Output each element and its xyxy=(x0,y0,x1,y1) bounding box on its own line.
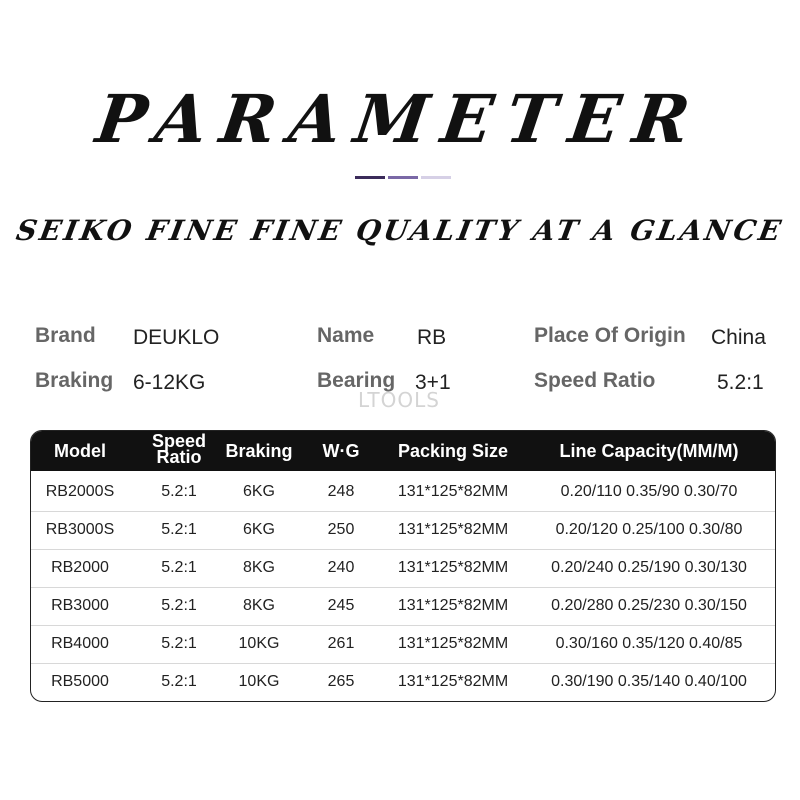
cell-braking: 10KG xyxy=(238,635,280,652)
cell-packing-size: 131*125*82MM xyxy=(397,559,509,576)
cell-braking: 8KG xyxy=(242,559,275,576)
spec-label: Speed Ratio xyxy=(534,369,656,392)
cell-weight: 261 xyxy=(327,635,355,652)
cell-speed-ratio: 5.2:1 xyxy=(161,521,197,538)
spec-value: DEUKLO xyxy=(133,326,220,349)
table-row xyxy=(31,663,775,701)
spec-label: Name xyxy=(317,324,375,347)
spec-table xyxy=(30,430,776,702)
cell-braking: 6KG xyxy=(242,483,275,500)
spec-value: China xyxy=(711,326,766,349)
page-title: PARAMETER xyxy=(91,80,709,158)
table-row xyxy=(31,549,775,588)
cell-line-capacity: 0.20/280 0.25/230 0.30/150 xyxy=(551,597,747,614)
cell-model: RB3000S xyxy=(45,521,115,538)
cell-weight: 245 xyxy=(327,597,355,614)
cell-line-capacity: 0.30/160 0.35/120 0.40/85 xyxy=(555,635,743,652)
cell-speed-ratio: 5.2:1 xyxy=(161,483,197,500)
watermark: LTOOLS xyxy=(358,388,440,412)
header-model: Model xyxy=(54,441,106,461)
cell-weight: 250 xyxy=(327,521,355,538)
cell-weight: 240 xyxy=(327,559,355,576)
cell-model: RB5000 xyxy=(51,673,109,690)
table-row xyxy=(31,511,775,550)
spec-value: 3+1 xyxy=(415,371,451,394)
cell-line-capacity: 0.30/190 0.35/140 0.40/100 xyxy=(551,673,747,690)
cell-braking: 10KG xyxy=(238,673,280,690)
table-row xyxy=(31,587,775,626)
cell-speed-ratio: 5.2:1 xyxy=(161,673,197,690)
cell-speed-ratio: 5.2:1 xyxy=(161,635,197,652)
cell-packing-size: 131*125*82MM xyxy=(397,597,509,614)
table-header xyxy=(31,431,775,471)
cell-speed-ratio: 5.2:1 xyxy=(161,559,197,576)
spec-label: Bearing xyxy=(317,369,396,392)
cell-weight: 248 xyxy=(327,483,355,500)
page-subtitle: SEIKO FINE FINE QUALITY AT A GLANCE xyxy=(13,214,787,247)
spec-label: Brand xyxy=(35,324,96,347)
spec-value: 5.2:1 xyxy=(717,371,764,394)
cell-braking: 6KG xyxy=(242,521,275,538)
cell-packing-size: 131*125*82MM xyxy=(397,483,509,500)
cell-line-capacity: 0.20/120 0.25/100 0.30/80 xyxy=(555,521,743,538)
cell-speed-ratio: 5.2:1 xyxy=(161,597,197,614)
accent-bars xyxy=(355,176,451,179)
spec-label: Braking xyxy=(35,369,114,392)
cell-packing-size: 131*125*82MM xyxy=(397,635,509,652)
cell-line-capacity: 0.20/110 0.35/90 0.30/70 xyxy=(560,483,738,500)
accent-bar-dark xyxy=(355,176,385,179)
cell-model: RB2000 xyxy=(51,559,109,576)
table-row xyxy=(31,625,775,664)
cell-line-capacity: 0.20/240 0.25/190 0.30/130 xyxy=(551,559,747,576)
header-weight: W·G xyxy=(322,441,360,461)
header-speed-ratio: Speed Ratio xyxy=(151,431,207,467)
spec-value: RB xyxy=(417,326,447,349)
table-row xyxy=(31,473,775,512)
cell-weight: 265 xyxy=(327,673,355,690)
header-line-capacity: Line Capacity(MM/M) xyxy=(559,441,739,461)
cell-model: RB4000 xyxy=(51,635,109,652)
accent-bar-medium xyxy=(388,176,418,179)
cell-packing-size: 131*125*82MM xyxy=(397,673,509,690)
cell-model: RB3000 xyxy=(51,597,109,614)
header-packing-size: Packing Size xyxy=(397,441,509,461)
spec-value: 6-12KG xyxy=(133,371,206,394)
cell-packing-size: 131*125*82MM xyxy=(397,521,509,538)
header-braking: Braking xyxy=(225,441,293,461)
spec-label: Place Of Origin xyxy=(534,324,686,347)
cell-model: RB2000S xyxy=(45,483,115,500)
accent-bar-light xyxy=(421,176,451,179)
cell-braking: 8KG xyxy=(242,597,275,614)
